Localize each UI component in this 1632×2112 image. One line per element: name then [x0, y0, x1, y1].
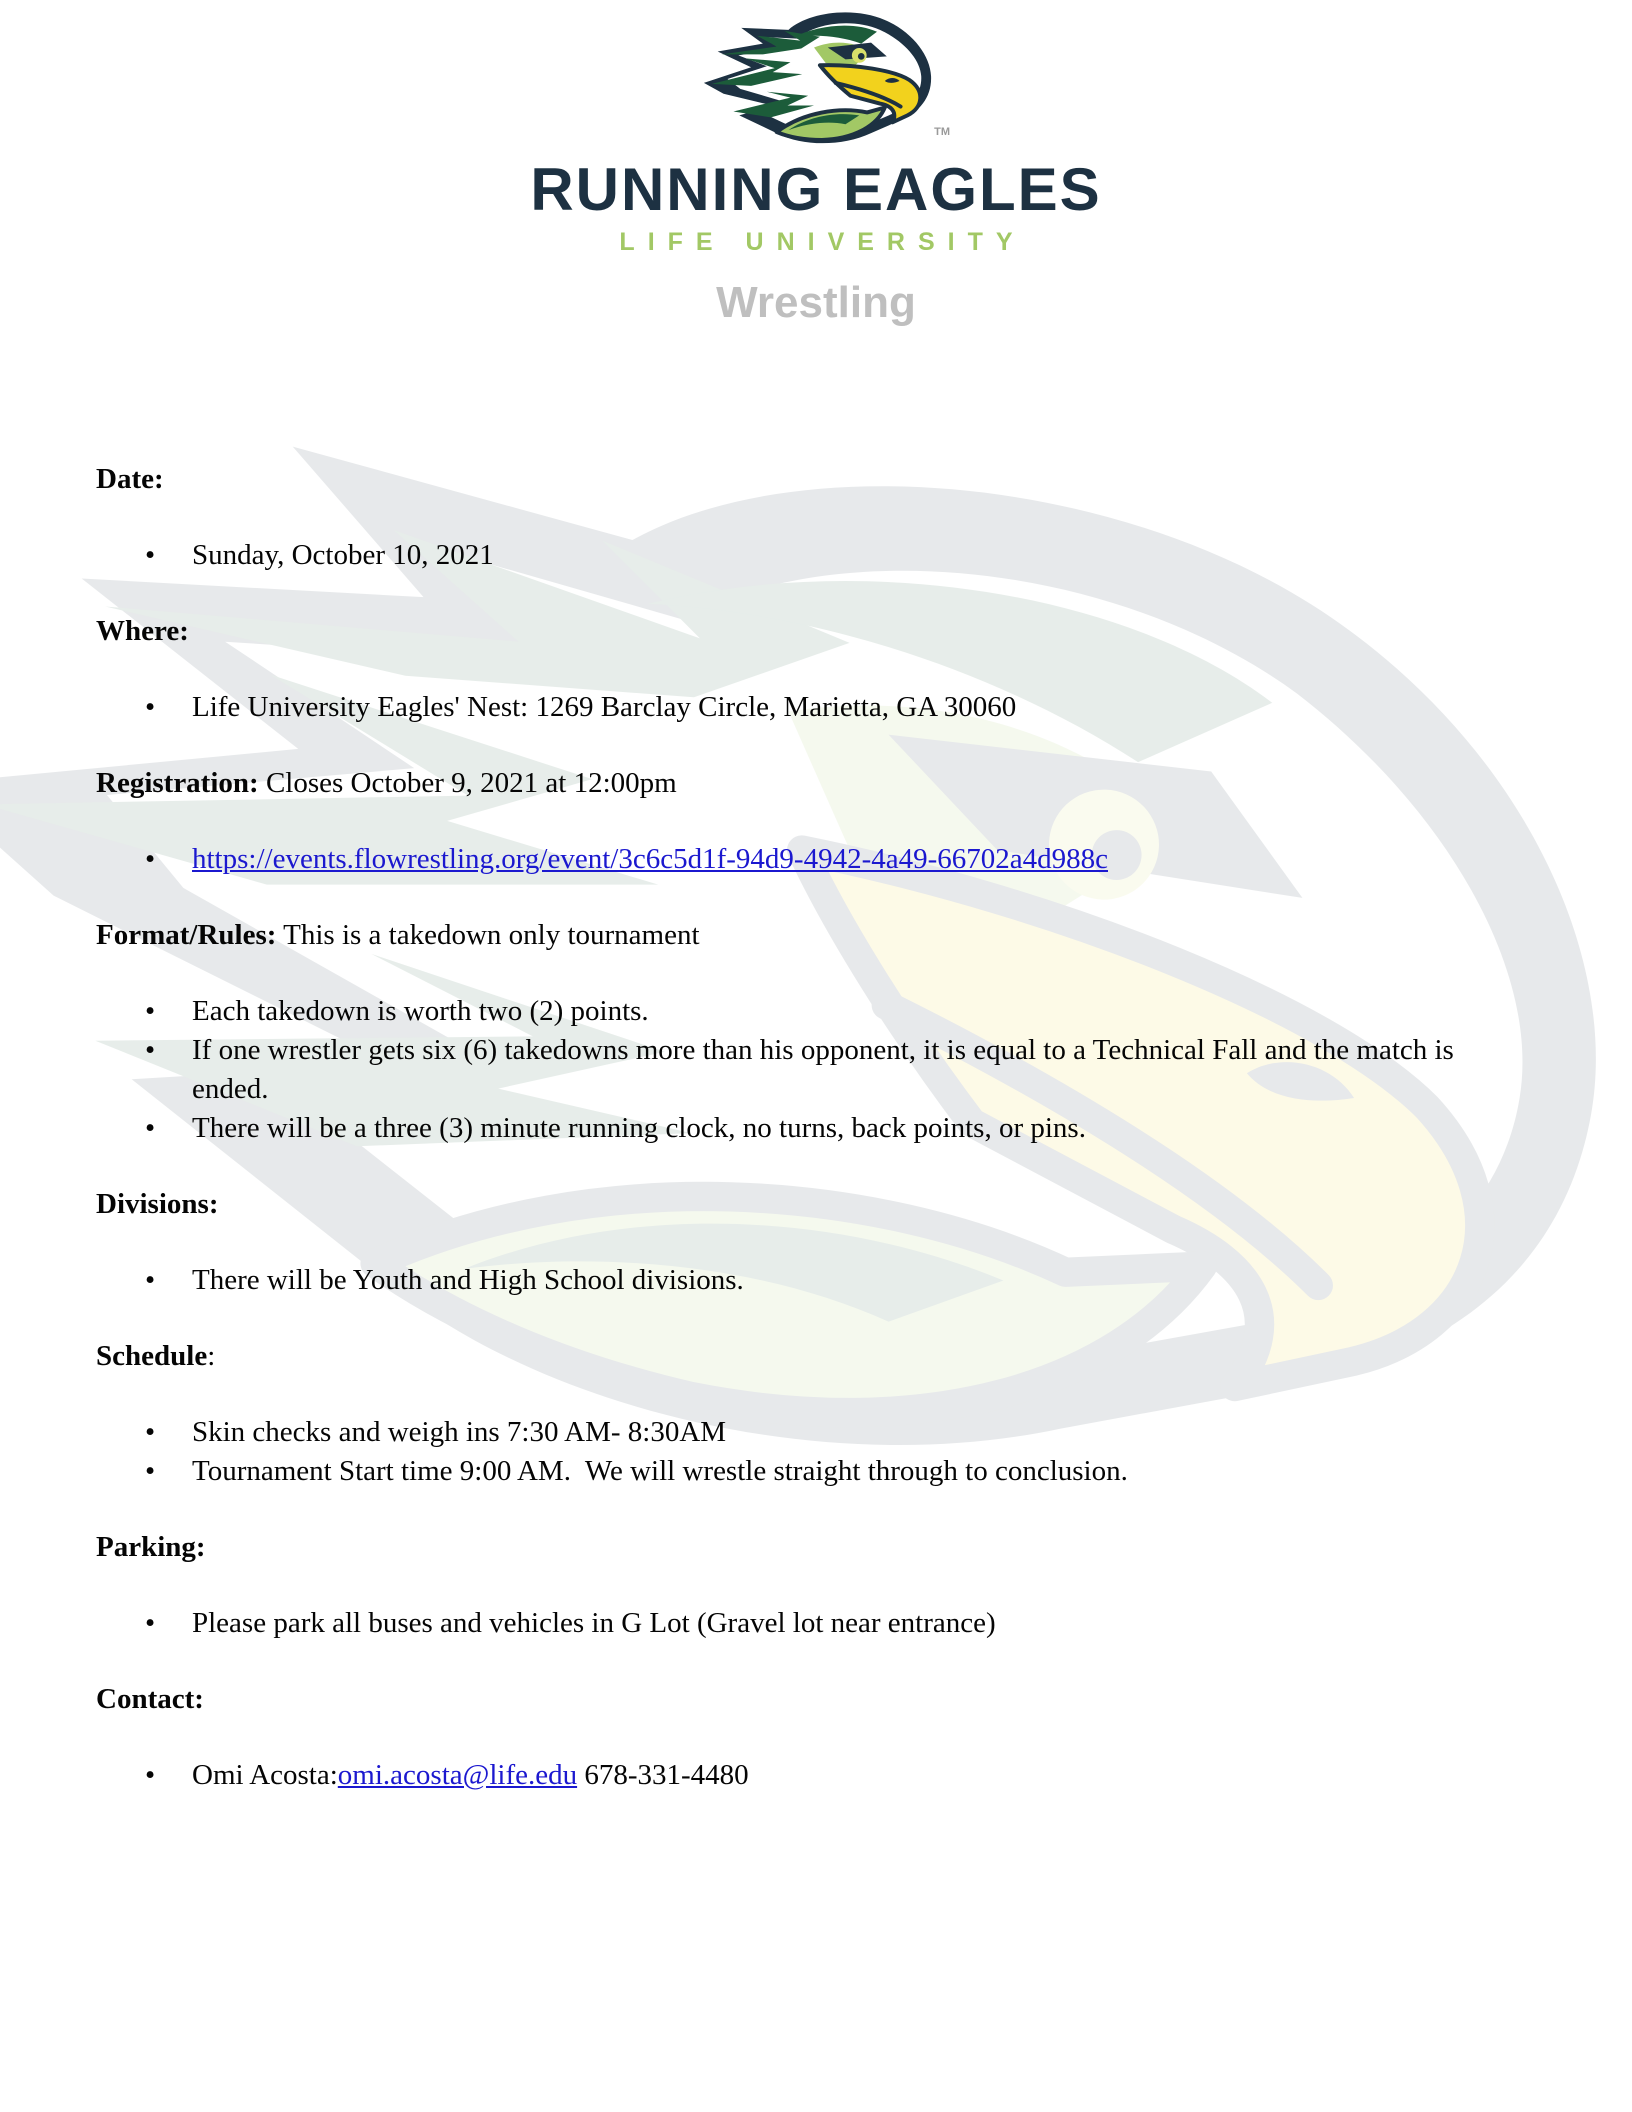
bullet-text: Tournament Start time 9:00 AM. We will wrestle straight through to conclusion. [192, 1455, 1128, 1487]
bullet-item [192, 1031, 1536, 1109]
bullet-item [192, 1109, 1536, 1148]
section-heading: Date: [96, 463, 164, 495]
bullet-list [96, 992, 1536, 1148]
bullet-text: Life University Eagles' Nest: 1269 Barclay Circle, Marietta, GA 30060 [192, 691, 1017, 723]
bullet-list [96, 1413, 1536, 1491]
section-heading: Format/Rules: [96, 919, 277, 951]
doc-section [96, 1337, 1536, 1491]
section-heading-line [96, 764, 1536, 803]
doc-section [96, 1680, 1536, 1795]
bullet-item [192, 1756, 1536, 1795]
doc-section [96, 612, 1536, 727]
bullet-item [192, 1261, 1536, 1300]
document-body [96, 460, 1536, 1832]
section-heading-line [96, 1680, 1536, 1719]
bullet-item [192, 1604, 1536, 1643]
section-heading: Parking: [96, 1531, 206, 1563]
section-heading: Contact: [96, 1683, 204, 1715]
letterhead [0, 0, 1632, 326]
bullet-text: If one wrestler gets six (6) takedowns more than his opponent, it is equal to a Technical Fall and the match is ended. [192, 1034, 1454, 1105]
section-heading-rest: This is a takedown only tournament [276, 919, 700, 951]
section-heading-line [96, 1185, 1536, 1224]
section-heading-line [96, 1337, 1536, 1376]
bullet-text: Sunday, October 10, 2021 [192, 539, 494, 571]
doc-section [96, 1185, 1536, 1300]
doc-section [96, 460, 1536, 575]
bullet-text: Skin checks and weigh ins 7:30 AM- 8:30AM [192, 1416, 727, 1448]
bullet-list [96, 1261, 1536, 1300]
section-heading: Divisions: [96, 1188, 219, 1220]
section-heading-line [96, 916, 1536, 955]
program-title: Wrestling [716, 278, 916, 327]
bullet-text: There will be Youth and High School divisions. [192, 1264, 744, 1296]
section-heading-line [96, 612, 1536, 651]
bullet-list [96, 840, 1536, 879]
bullet-item [192, 536, 1536, 575]
doc-section [96, 916, 1536, 1148]
bullet-text: Each takedown is worth two (2) points. [192, 995, 649, 1027]
bullet-list [96, 688, 1536, 727]
bullet-list [96, 536, 1536, 575]
bullet-text: There will be a three (3) minute running clock, no turns, back points, or pins. [192, 1112, 1086, 1144]
section-heading: Registration: [96, 767, 259, 799]
section-heading-rest: Closes October 9, 2021 at 12:00pm [258, 767, 677, 799]
bullet-list [96, 1756, 1536, 1795]
team-logo [698, 10, 950, 148]
bullet-item [192, 840, 1536, 879]
section-heading-line [96, 1528, 1536, 1567]
doc-section [96, 764, 1536, 879]
trademark-symbol: TM [934, 126, 950, 138]
bullet-text: 678-331-4480 [577, 1759, 749, 1791]
doc-section [96, 1528, 1536, 1643]
bullet-text: Omi Acosta: [192, 1759, 338, 1791]
section-heading-line [96, 460, 1536, 499]
eagle-head-icon [698, 10, 934, 148]
bullet-item [192, 992, 1536, 1031]
bullet-item [192, 688, 1536, 727]
section-heading-rest: : [207, 1340, 216, 1372]
university-name: LIFE UNIVERSITY [619, 228, 1026, 256]
hyperlink[interactable]: omi.acosta@life.edu [337, 1759, 578, 1791]
team-name: RUNNING EAGLES [530, 156, 1102, 223]
bullet-item [192, 1413, 1536, 1452]
hyperlink[interactable]: https://events.flowrestling.org/event/3c6c5d1f-94d9-4942-4a49-66702a4d988c [192, 843, 1108, 875]
bullet-text: Please park all buses and vehicles in G Lot (Gravel lot near entrance) [192, 1607, 996, 1639]
section-heading: Where: [96, 615, 189, 647]
bullet-list [96, 1604, 1536, 1643]
section-heading: Schedule [96, 1340, 208, 1372]
bullet-item [192, 1452, 1536, 1491]
